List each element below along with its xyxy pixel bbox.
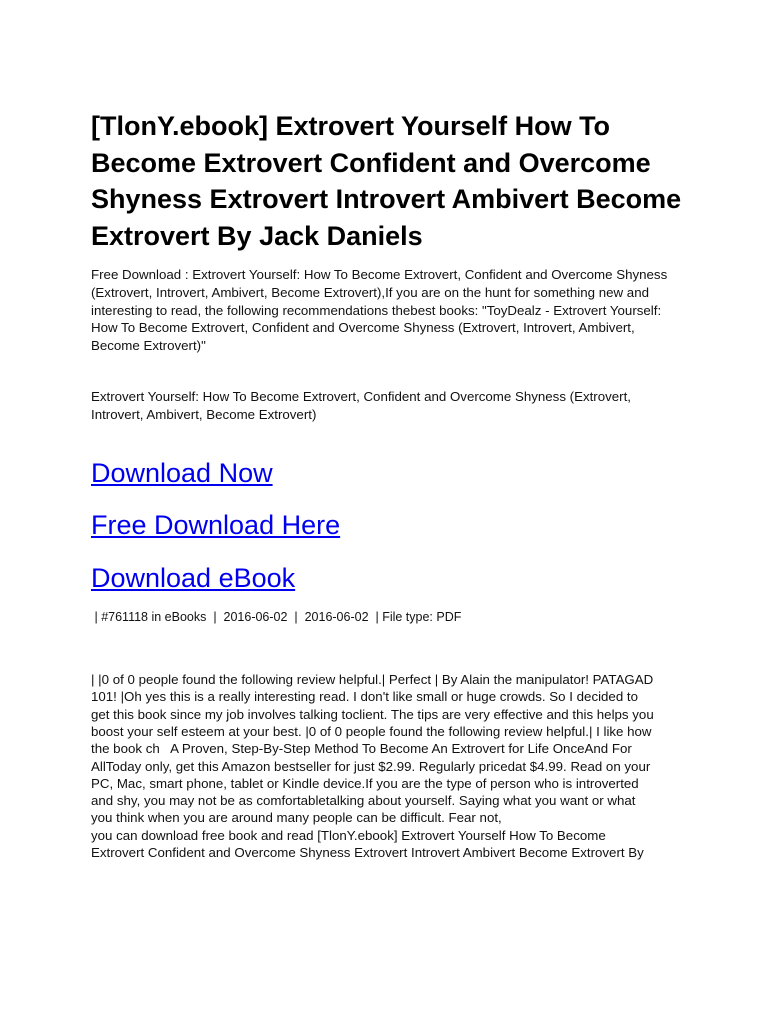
intro-paragraph: Free Download : Extrovert Yourself: How To Become Extrovert, Confident and Overcome Shyness (Extrovert, Introvert, Ambivert, Become Extrovert),If you are on the hunt for something new and interesting to read, the following recommendations thebest books: "ToyDealz - Extrovert Yourself: How To Become Extrovert, Confident and Overcome Shyness (Extrovert, Introvert, Ambivert, Become Extrovert)": [91, 267, 668, 354]
review-line: AllToday only, get this Amazon bestseller for just $2.99. Regularly pricedat $4.99. Read on your: [91, 758, 651, 774]
review-line: you can download free book and read [TlonY.ebook] Extrovert Yourself How To Become: [91, 827, 606, 843]
review-line: | |0 of 0 people found the following review helpful.| Perfect | By Alain the manipulator! PATAGAD: [91, 672, 654, 688]
download-ebook-link[interactable]: Download eBook: [91, 562, 296, 593]
document-title: [TlonY.ebook] Extrovert Yourself How To Become Extrovert Confident and Overcome Shyness Extrovert Introvert Ambivert Become Extrovert By Jack Daniels: [91, 111, 682, 251]
review-line: and shy, you may not be as comfortabletalking about yourself. Saying what you want or what: [91, 793, 636, 809]
review-line: get this book since my job involves talking toclient. The tips are very effective and this helps you: [91, 706, 654, 722]
review-line: you think when you are around many people can be difficult. Fear not,: [91, 810, 502, 826]
document-page: [91, 108, 691, 861]
review-line: Extrovert Confident and Overcome Shyness Extrovert Introvert Ambivert Become Extrovert By: [91, 845, 644, 861]
download-now-link[interactable]: Download Now: [91, 457, 273, 488]
download-links: [91, 456, 691, 595]
review-line: the book ch A Proven, Step-By-Step Method To Become An Extrovert for Life OnceAnd For: [91, 741, 632, 757]
free-download-here-link[interactable]: Free Download Here: [91, 510, 341, 541]
review-line: boost your self esteem at your best. |0 of 0 people found the following review helpful.| I like how: [91, 723, 652, 739]
review-line: 101! |Oh yes this is a really interesting read. I don't like small or huge crowds. So I decided to: [91, 689, 639, 705]
review-text: [91, 671, 691, 861]
book-title-line: Extrovert Yourself: How To Become Extrovert, Confident and Overcome Shyness (Extrovert, Introvert, Ambivert, Become Extrovert): [91, 388, 631, 422]
review-line: PC, Mac, smart phone, tablet or Kindle device.If you are the type of person who is introverted: [91, 775, 639, 791]
book-meta-line: | #761118 in eBooks | 2016-06-02 | 2016-06-02 | File type: PDF: [91, 610, 462, 625]
